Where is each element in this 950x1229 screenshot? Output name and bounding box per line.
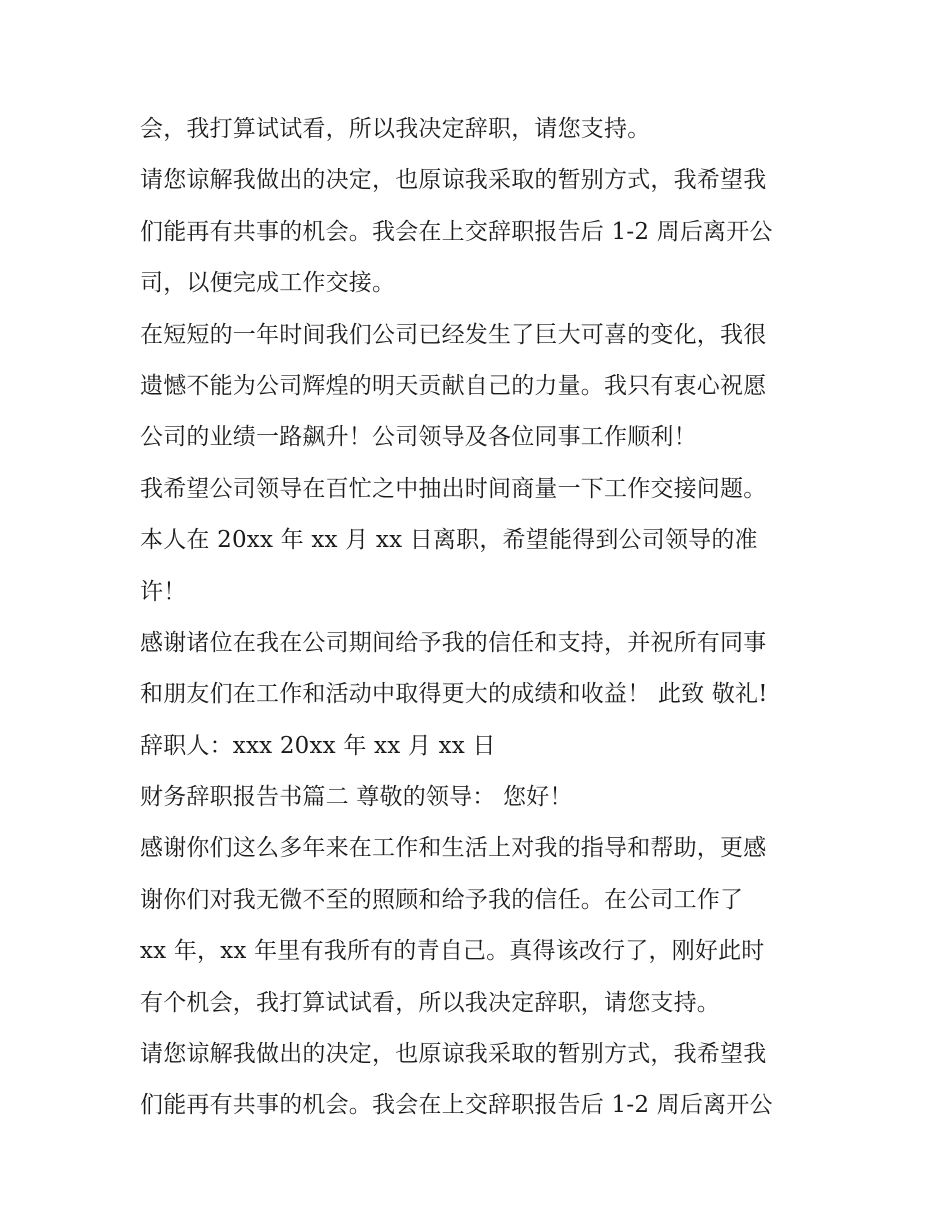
text-line: 感谢诸位在我在公司期间给予我的信任和支持，并祝所有同事	[140, 629, 767, 656]
text-line: 和朋友们在工作和活动中取得更大的成绩和收益！ 此致 敬礼!	[140, 681, 768, 708]
text-line: 请您谅解我做出的决定，也原谅我采取的暂别方式，我希望我	[140, 1041, 767, 1068]
text-line: 们能再有共事的机会。我会在上交辞职报告后 1-2 周后离开公	[140, 218, 773, 245]
text-line: 们能再有共事的机会。我会在上交辞职报告后 1-2 周后离开公	[140, 1092, 773, 1119]
text-line: xx 年，xx 年里有我所有的青自己。真得该改行了，刚好此时	[140, 938, 765, 965]
text-line: 司，以便完成工作交接。	[140, 270, 396, 297]
text-line: 会，我打算试试看，所以我决定辞职，请您支持。	[140, 116, 651, 142]
document-body	[140, 104, 830, 1132]
text-line: 我希望公司领导在百忙之中抽出时间商量一下工作交接问题。	[140, 475, 767, 502]
text-line: 公司的业绩一路飙升！公司领导及各位同事工作顺利！	[140, 424, 697, 451]
signature-line: 辞职人：xxx 20xx 年 xx 月 xx 日	[140, 732, 496, 759]
text-line: 许！	[140, 578, 187, 605]
text-line: 遗憾不能为公司辉煌的明天贡献自己的力量。我只有衷心祝愿	[140, 372, 767, 399]
text-line: 请您谅解我做出的决定，也原谅我采取的暂别方式，我希望我	[140, 167, 767, 194]
section-heading-line: 财务辞职报告书篇二 尊敬的领导： 您好！	[140, 784, 573, 811]
text-line: 感谢你们这么多年来在工作和生活上对我的指导和帮助，更感	[140, 835, 767, 862]
text-line: 谢你们对我无微不至的照顾和给予我的信任。在公司工作了	[140, 886, 744, 913]
text-line: 本人在 20xx 年 xx 月 xx 日离职，希望能得到公司领导的准	[140, 527, 758, 554]
text-line: 在短短的一年时间我们公司已经发生了巨大可喜的变化，我很	[140, 321, 767, 348]
text-line: 有个机会，我打算试试看，所以我决定辞职，请您支持。	[140, 989, 720, 1016]
